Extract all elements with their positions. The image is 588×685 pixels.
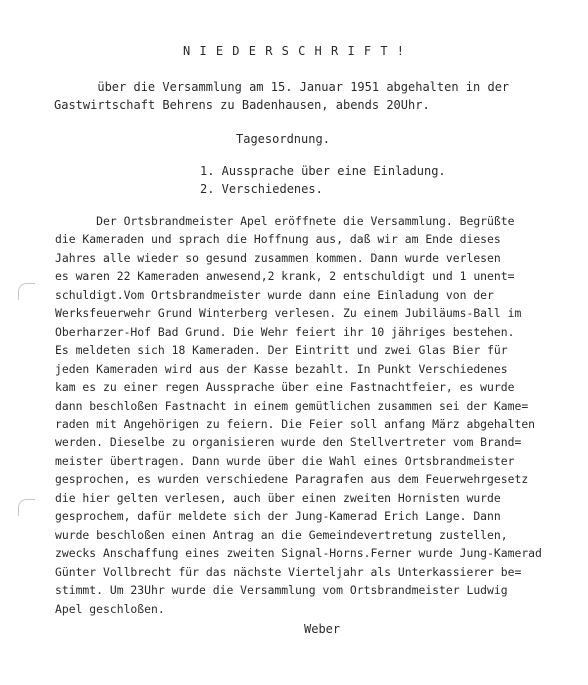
agenda-item: 1. Aussprache über eine Einladung. [200, 164, 446, 178]
body-line: kam es zu einer regen Aussprache über eine Fastnachtfeier, es wurde [55, 380, 515, 395]
body-line: Es meldeten sich 18 Kameraden. Der Eintritt und zwei Glas Bier für [55, 343, 508, 358]
body-line: die Kameraden und sprach die Hoffnung aus, daß wir am Ende dieses [55, 232, 501, 247]
body-line: Werksfeuerwehr Grund Winterberg verlesen. Zu einem Jubiläums-Ball im [55, 306, 522, 321]
body-line: die hier gelten verlesen, auch über einen zweiten Hornisten wurde [55, 490, 501, 505]
body-line: dann beschloßen Fastnacht in einem gemütlichen zusammen sei der Kame= [55, 398, 529, 413]
body-line: werden. Dieselbe zu organisieren wurde den Stellvertreter vom Brand= [55, 435, 522, 450]
agenda-list [200, 162, 446, 198]
body-line: raden mit Angehörigen zu feiern. Die Feier soll anfang März abgehalten [55, 416, 536, 431]
body-line: gesprochem, dafür meldete sich der Jung-Kamerad Erich Lange. Dann [55, 509, 501, 524]
intro-line: Gastwirtschaft Behrens zu Badenhausen, abends 20Uhr. [54, 98, 430, 112]
punch-hole-mark [18, 499, 35, 516]
body-line: Günter Vollbrecht für das nächste Vierteljahr als Unterkassierer be= [55, 564, 522, 579]
body-line: jeden Kameraden wird aus der Kasse bezahlt. In Punkt Verschiedenes [55, 361, 508, 376]
signature: Weber [304, 622, 341, 636]
agenda-title: Tagesordnung. [236, 132, 330, 146]
body-line: gesprochen, es wurden verschiedene Paragrafen aus dem Feuerwehrgesetz [55, 472, 529, 487]
body-line: stimmt. Um 23Uhr wurde die Versammlung vom Ortsbrandmeister Ludwig [55, 583, 508, 598]
body-line: Oberharzer-Hof Bad Grund. Die Wehr feiert ihr 10 jähriges bestehen. [55, 324, 515, 339]
intro-line: über die Versammlung am 15. Januar 1951 abgehalten in der [54, 80, 510, 94]
document-heading: N I E D E R S C H R I F T ! [182, 44, 406, 58]
minutes-body [55, 212, 542, 618]
agenda-item: 2. Verschiedenes. [200, 182, 323, 196]
body-line: wurde beschloßen einen Antrag an die Gemeindevertretung zustellen, [55, 527, 508, 542]
body-line: Der Ortsbrandmeister Apel eröffnete die Versammlung. Begrüßte [55, 214, 515, 228]
body-line: es waren 22 Kameraden anwesend,2 krank, 2 entschuldigt und 1 unent= [55, 269, 515, 284]
body-line: schuldigt.Vom Ortsbrandmeister wurde dann eine Einladung von der [55, 287, 494, 302]
intro-paragraph [54, 78, 509, 114]
body-line: zwecks Anschaffung eines zweiten Signal-Horns.Ferner wurde Jung-Kamerad [55, 546, 542, 561]
body-line: meister übertragen. Dann wurde über die Wahl eines Ortsbrandmeister [55, 453, 515, 468]
body-line: Jahres alle wieder so gesund zusammen kommen. Dann wurde verlesen [55, 250, 501, 265]
punch-hole-mark [18, 283, 35, 300]
body-line: Apel geschloßen. [55, 601, 165, 616]
